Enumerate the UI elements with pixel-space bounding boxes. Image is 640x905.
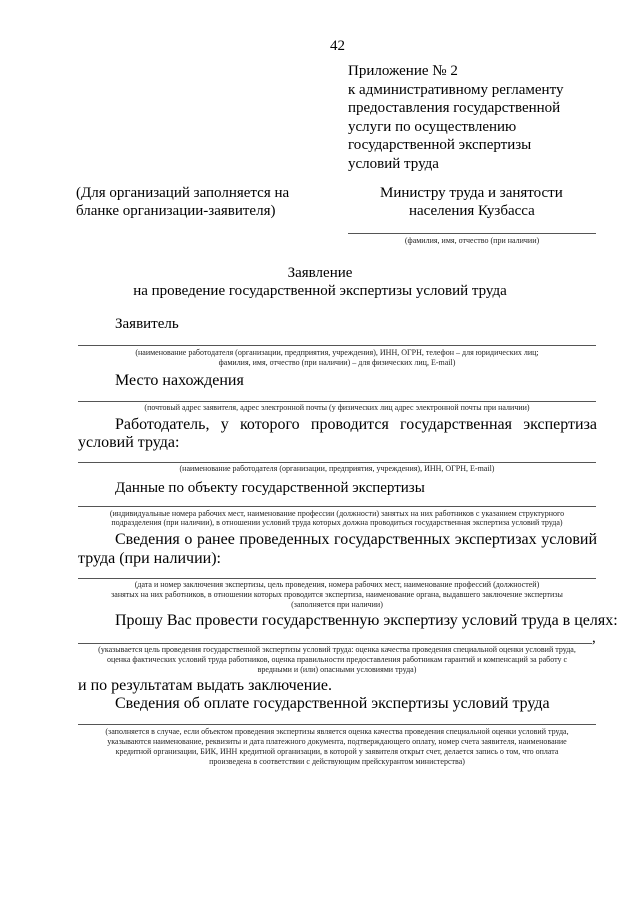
addressee-caption: (фамилия, имя, отчество (при наличии) (404, 236, 540, 245)
object-data-label: Данные по объекту государственной экспертизы (115, 480, 425, 496)
object-data-caption: подразделения (при наличии), в отношении условий труда которых должна проводиться государственная экспертиза условий труда) (111, 518, 563, 527)
location-caption: (почтовый адрес заявителя, адрес электронной почты (у физических лиц адрес электронной почты при наличии) (144, 403, 530, 412)
addressee-line2: населения Кузбасса (409, 203, 535, 219)
employer-line2: условий труда: (78, 434, 180, 451)
request-result-line: и по результатам выдать заключение. (78, 677, 332, 694)
org-note-line1: (Для организаций заполняется на (76, 185, 290, 201)
request-comma: , (592, 630, 596, 646)
applicant-label: Заявитель (115, 316, 179, 332)
request-caption: (указывается цель проведения государственной экспертизы условий труда: оценка качества проведения специальной оценки условий труда, (98, 645, 576, 654)
payment-field-line[interactable] (78, 724, 596, 725)
request-caption: вредными и (или) опасными условиями труда) (257, 665, 417, 674)
previous-field-line[interactable] (78, 578, 596, 579)
previous-caption: (дата и номер заключения экспертизы, цель проведения, номера рабочих мест, наименование профессий (должностей) (134, 580, 540, 589)
employer-field-line[interactable] (78, 462, 596, 463)
applicant-caption: фамилия, имя, отчество (при наличии) – для физических лиц, E-mail) (218, 358, 456, 367)
object-data-caption: (индивидуальные номера рабочих мест, наименование профессии (должности) занятых на них работников с указанием структурного (109, 509, 565, 518)
location-label: Место нахождения (115, 372, 244, 389)
payment-label: Сведения об оплате государственной экспертизы условий труда (115, 695, 550, 712)
request-line: Прошу Вас провести государственную экспертизу условий труда в целях: (115, 612, 618, 629)
payment-caption: указываются наименование, реквизиты и дата платежного документа, подтверждающего оплату, номер счета заявителя, наименование (107, 737, 567, 746)
org-note-line2: бланке организации-заявителя) (76, 203, 276, 219)
payment-caption: произведена в соответствии с действующим прейскурантом министерства) (209, 757, 465, 766)
appendix-line: предоставления государственной (348, 100, 561, 116)
form-title: Заявление (287, 265, 353, 281)
applicant-field-line[interactable] (78, 345, 596, 346)
form-subtitle: на проведение государственной экспертизы условий труда (133, 283, 507, 299)
appendix-line: услуги по осуществлению (348, 118, 517, 135)
previous-caption: занятых на них работников, в отношении которых проводится экспертиза, наименование органа, выдавшего заключение экспертизы (111, 590, 563, 599)
location-field-line[interactable] (78, 401, 596, 402)
addressee-underline (348, 233, 596, 234)
employer-line1: Работодатель, у которого проводится государственная экспертиза (115, 416, 597, 433)
payment-caption: (заполняется в случае, если объектом проведения экспертизы является оценка качества проведения специальной оценки условий труда, (105, 727, 569, 736)
appendix-line: государственной экспертизы (348, 137, 532, 153)
appendix-block (348, 62, 563, 173)
applicant-caption: (наименование работодателя (организации, предприятия, учреждения), ИНН, ОГРН, телефон – для юридических лиц; (135, 348, 539, 357)
previous-caption: (заполняется при наличии) (291, 600, 383, 609)
object-data-field-line[interactable] (78, 506, 596, 507)
employer-caption: (наименование работодателя (организации, предприятия, учреждения), ИНН, ОГРН, E-mail) (179, 464, 495, 473)
previous-line2: труда (при наличии): (78, 550, 221, 567)
addressee-line1: Министру труда и занятости (380, 185, 563, 201)
appendix-line: условий труда (348, 155, 439, 172)
previous-line1: Сведения о ранее проведенных государственных экспертизах условий (115, 531, 597, 548)
appendix-line: Приложение № 2 (348, 63, 458, 79)
page-number: 42 (330, 38, 345, 54)
appendix-line: к административному регламенту (348, 81, 564, 98)
request-caption: оценка фактических условий труда работников, оценка правильности предоставления работникам гарантий и компенсаций за работу с (106, 655, 568, 664)
payment-caption: кредитной организации, БИК, ИНН кредитной организации, в которой у заявителя открыт счет, делается запись о том, что оплата (115, 747, 559, 756)
request-field-line[interactable] (78, 643, 592, 644)
